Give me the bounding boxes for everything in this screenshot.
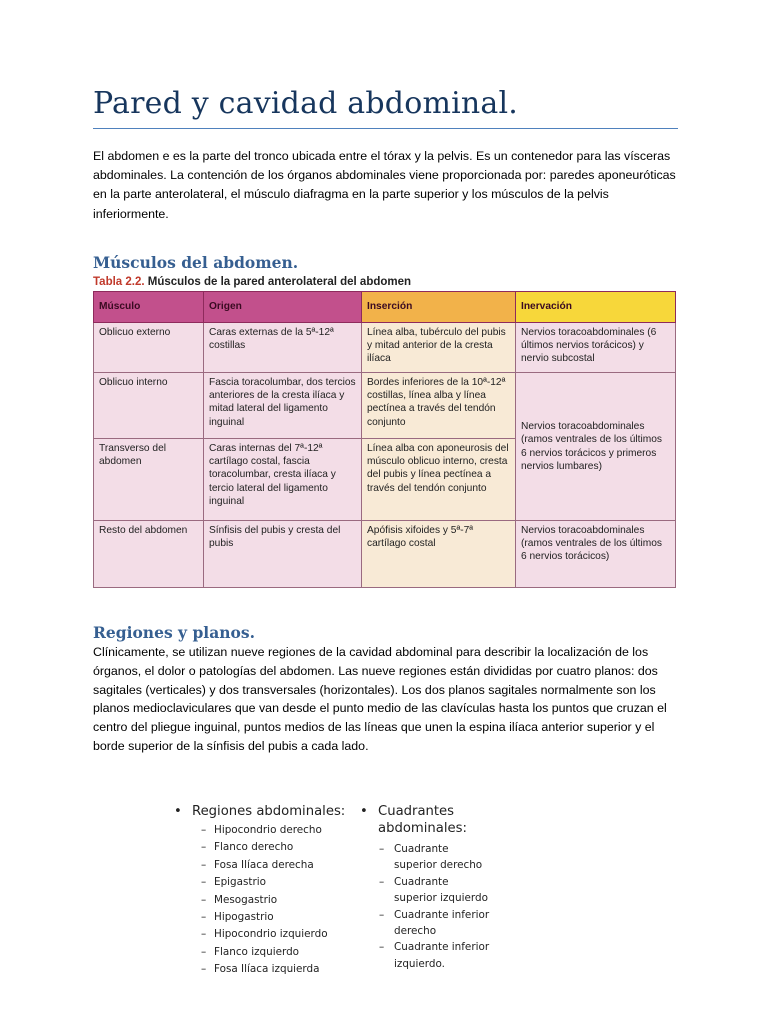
muscles-table-image [93,291,675,588]
cell-musculo: Oblicuo interno [94,373,204,439]
bullet-icon: • [360,804,368,819]
regiones-column [170,803,355,979]
table-caption-text: Músculos de la pared anterolateral del abdomen [144,276,412,288]
bullet-icon: • [174,804,182,819]
list-item: – Hipocondrio izquierdo [170,926,355,943]
cell-origen: Caras externas de la 5ª-12ª costillas [204,323,362,373]
intro-paragraph: El abdomen e es la parte del tronco ubicada entre el tórax y la pelvis. Es un contenedor para las vísceras abdominales. La contención de los órganos abdominales viene proporcionada por: paredes aponeuróticas en la parte anterolateral, el músculo diafragma en la parte superior y los músculos de la pelvis inferiormente. [93,149,676,221]
cell-inervacion: Nervios toracoabdominales (ramos ventrales de los últimos 6 nervios torácicos y primeros nervios lumbares) [516,373,676,521]
dash-icon: – [201,858,207,871]
regions-paragraph: Clínicamente, se utilizan nueve regiones de la cavidad abdominal para describir la localización de los órganos, el dolor o patologías del abdomen. Las nueve regiones están divididas por cuatro planos: dos sagitales (verticales) y dos transversales (horizontales). Los dos planos sagitales normalmente son los planos medioclaviculares que van desde el punto medio de las clavículas hasta los puntos que cruzan el centro del pliegue inguinal, puntos medios de las líneas que unen la espina ilíaca anterior superior y el borde superior de la sínfisis del pubis a cada lado. [93,645,667,753]
table-header-row [94,292,676,323]
dash-icon: – [201,911,207,924]
list-item: – Cuadrante inferior derecho [379,908,490,938]
list-item: – Cuadrante superior derecho [379,843,483,872]
section-heading-regions: Regiones y planos. [93,623,255,642]
dash-icon: – [201,945,207,958]
dash-icon: – [201,963,207,976]
dash-icon: – [379,875,385,888]
dash-icon: – [201,841,207,854]
dash-icon: – [201,876,207,889]
header-origen: Origen [204,292,362,323]
cuadrantes-column [356,803,510,972]
cell-insercion: Apófisis xifoides y 5ª-7ª cartílago costal [362,521,516,588]
header-inervacion: Inervación [516,292,676,323]
table-row [94,323,676,373]
cell-insercion: Línea alba, tubérculo del pubis y mitad anterior de la cresta ilíaca [362,323,516,373]
table-row [94,373,676,439]
list-item: – Fosa Ilíaca izquierda [170,961,355,978]
dash-icon: – [379,843,385,855]
dash-icon: – [379,908,385,921]
regiones-title: • Regiones abdominales: [174,804,346,819]
list-item: – Mesogastrio [170,892,355,909]
list-item: – Epigastrio [170,874,355,891]
list-item: – Fosa Ilíaca derecha [170,857,355,874]
regions-diagram [170,803,510,1003]
cell-origen: Fascia toracolumbar, dos tercios anteriores de la cresta ilíaca y mitad lateral del ligamento inguinal [204,373,362,439]
header-insercion: Inserción [362,292,516,323]
cuadrantes-title: • Cuadrantes abdominales: [360,804,467,836]
cell-musculo: Oblicuo externo [94,323,204,373]
title-underline [93,128,678,129]
dash-icon: – [201,893,207,906]
cell-insercion: Línea alba con aponeurosis del músculo oblicuo interno, cresta del pubis y línea pectínea a través del tendón conjunto [362,439,516,521]
list-item: – Hipogastrio [170,909,355,926]
dash-icon: – [379,941,385,954]
list-item: – Cuadrante inferior izquierdo. [379,941,490,970]
table-caption-number: Tabla 2.2. [93,276,145,288]
cell-insercion: Bordes inferiores de la 10ª-12ª costillas, línea alba y línea pectínea a través del tendón conjunto [362,373,516,439]
header-musculo: Músculo [94,292,204,323]
cell-inervacion: Nervios toracoabdominales (6 últimos nervios torácicos) y nervio subcostal [516,323,676,373]
table-row [94,521,676,588]
list-item: – Cuadrante superior izquierdo [379,875,488,905]
cell-musculo: Resto del abdomen [94,521,204,588]
list-item: – Flanco izquierdo [170,944,355,961]
cuadrantes-list [356,841,510,972]
cell-musculo: Transverso del abdomen [94,439,204,521]
list-item: – Hipocondrio derecho [170,822,355,839]
dash-icon: – [201,824,207,836]
table-caption [93,276,411,288]
cell-inervacion: Nervios toracoabdominales (ramos ventrales de los últimos 6 nervios torácicos) [516,521,676,588]
dash-icon: – [201,928,207,941]
regiones-list [170,822,355,979]
list-item: – Flanco derecho [170,839,355,856]
cell-origen: Caras internas del 7ª-12ª cartílago costal, fascia toracolumbar, cresta ilíaca y tercio lateral del ligamento inguinal [204,439,362,521]
cell-origen: Sínfisis del pubis y cresta del pubis [204,521,362,588]
page-title: Pared y cavidad abdominal. [93,86,519,121]
section-heading-muscles: Músculos del abdomen. [93,253,299,272]
muscles-table [93,291,676,588]
